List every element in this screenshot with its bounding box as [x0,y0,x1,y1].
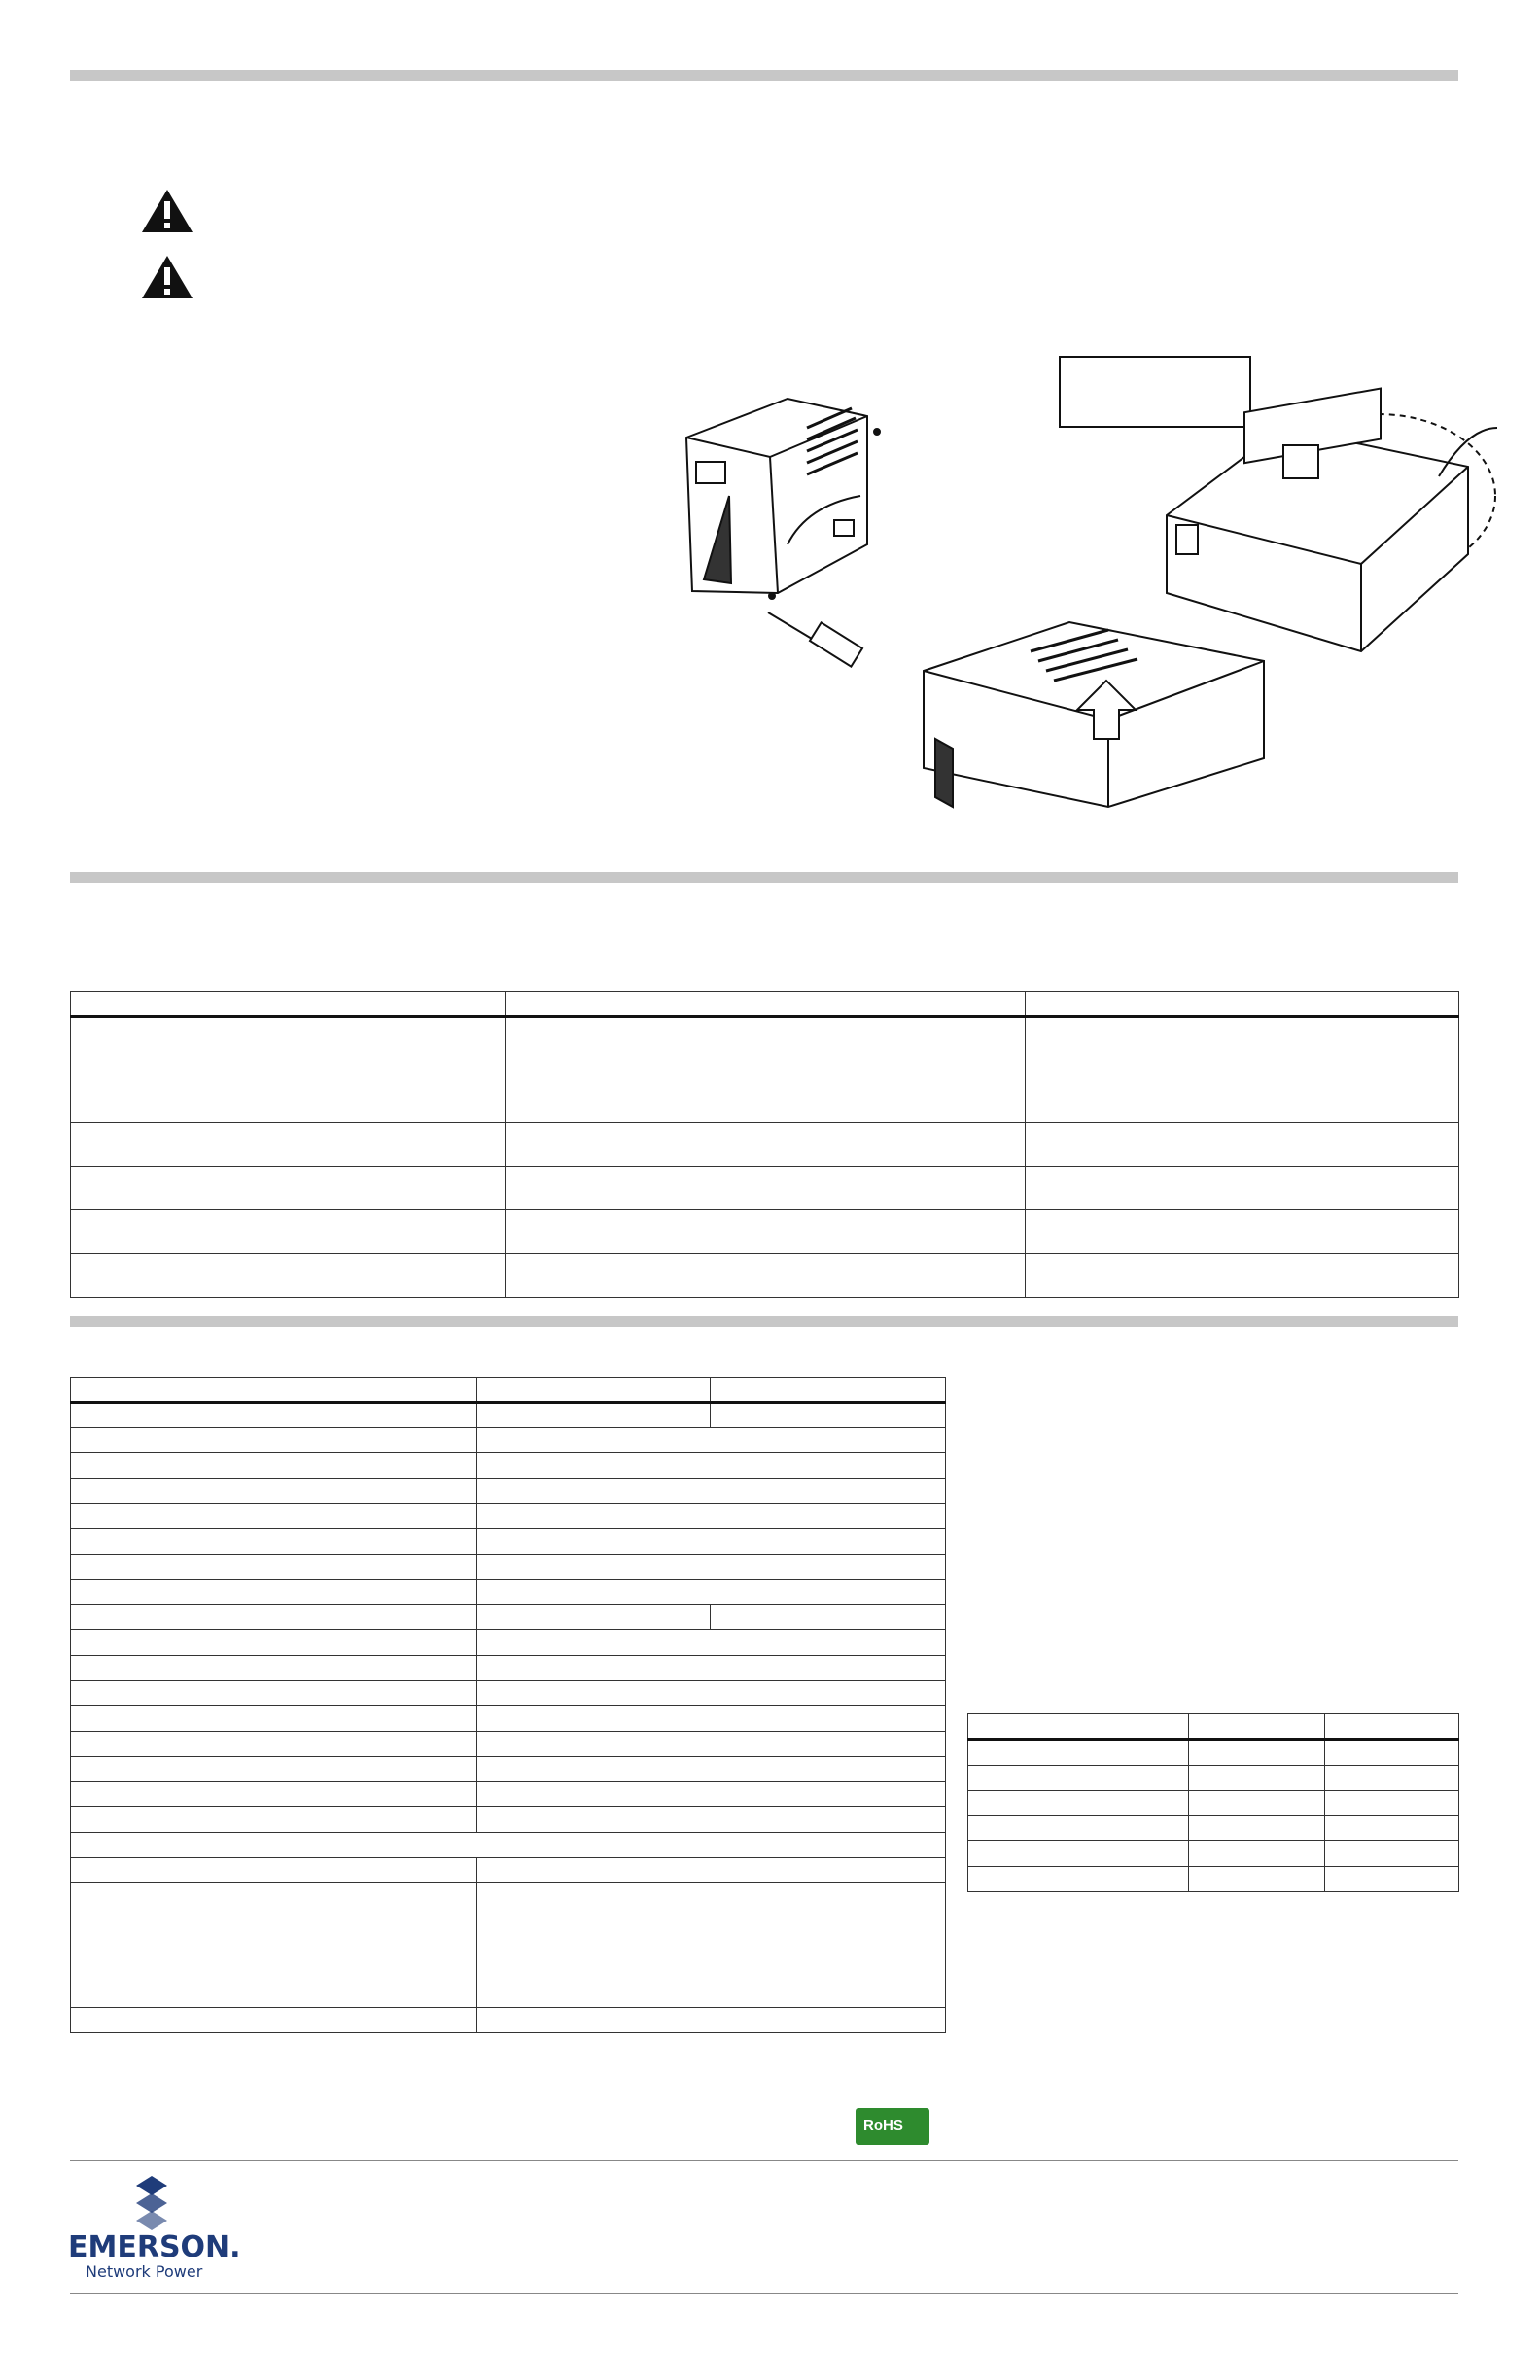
table-row [968,1766,1459,1791]
table-row [71,1210,1459,1254]
footer-rule-bottom [70,2293,1458,2294]
table-row [71,1555,946,1580]
rohs-logo [856,2108,929,2145]
table-row [71,1605,946,1630]
table-row [968,1816,1459,1841]
table-row [71,1883,946,2008]
section-rule-top [70,70,1458,81]
table-row [968,1841,1459,1867]
section-rule-middle [70,872,1458,883]
brand-name: EMERSON. [68,2230,241,2264]
emerson-logo-icon [132,2176,171,2234]
table-row [71,1656,946,1681]
table-row [71,1782,946,1807]
footer-rule-top [70,2160,1458,2161]
table-row [71,1479,946,1504]
warning-triangle-icon [140,254,194,300]
table-row [71,1453,946,1479]
table-row [71,1123,1459,1167]
specifications-table [70,1377,946,2033]
table-row [968,1867,1459,1892]
table-row [71,1858,946,1883]
side-table [967,1713,1459,1892]
table-row [71,1167,1459,1210]
table-row [71,1504,946,1529]
table-row [968,1740,1459,1766]
table-header-row [71,1378,946,1403]
rohs-label: RoHS [863,2118,903,2134]
table-row [71,1403,946,1428]
brand-subtitle: Network Power [86,2262,203,2281]
warning-triangle-icon [140,188,194,234]
table-row [71,1757,946,1782]
table-row [71,1254,1459,1298]
three-column-table [70,991,1459,1298]
table-row [71,1630,946,1656]
table-row [71,1807,946,1833]
table-row [71,1017,1459,1123]
table-row [71,1580,946,1605]
table-row-full-width [71,1833,946,1858]
table-row [71,1428,946,1453]
table-row [71,2008,946,2033]
table-row [71,1529,946,1555]
table-row [71,1706,946,1732]
table-header-row [71,992,1459,1017]
ups-battery-replacement-illustration [661,350,1497,846]
table-row [968,1791,1459,1816]
section-rule-lower [70,1316,1458,1327]
table-header-row [968,1714,1459,1740]
table-row [71,1732,946,1757]
table-row [71,1681,946,1706]
